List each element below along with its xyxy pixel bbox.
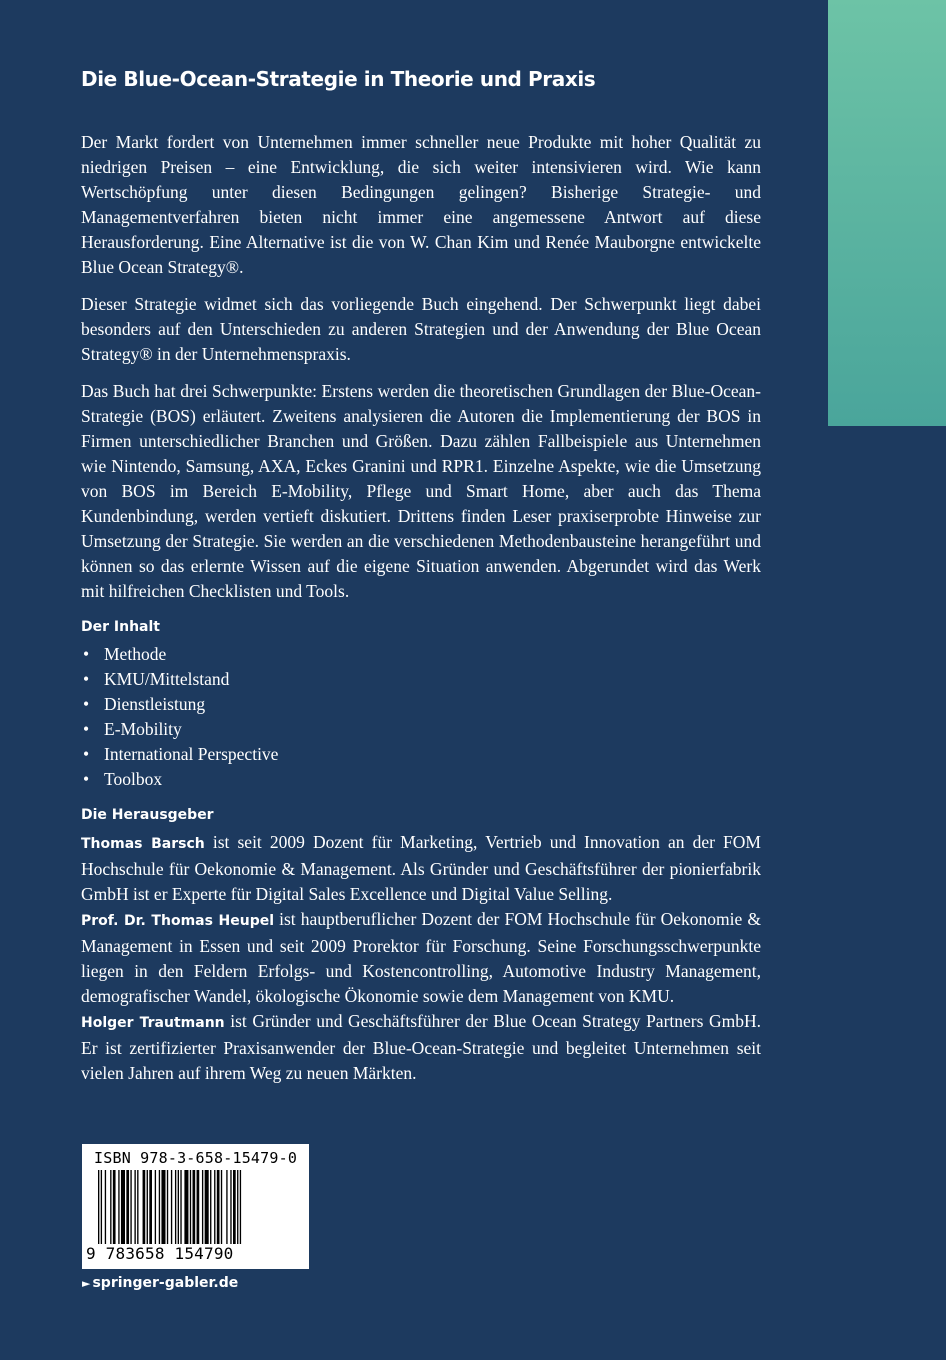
barcode-bar (230, 1170, 231, 1244)
editors-heading: Die Herausgeber (81, 807, 214, 823)
barcode-bar (126, 1170, 129, 1244)
editor-bio-barsch (81, 830, 761, 907)
barcode-bar (240, 1170, 241, 1244)
barcode-bar (190, 1170, 191, 1244)
bullet-icon: • (83, 644, 90, 664)
publisher-url: springer-gabler.de (92, 1275, 239, 1291)
barcode-bars (96, 1170, 296, 1244)
back-cover-text (81, 64, 761, 1086)
barcode-bar (155, 1170, 156, 1244)
paragraph-focus: Dieser Strategie widmet sich das vorliegende Buch eingehend. Der Schwerpunkt liegt dabei besonders auf den Unterschieden zu anderen Strategien und der Anwendung der Blue Ocean Strategy® in der Unternehmenspraxis. (81, 294, 761, 364)
barcode-bar (184, 1170, 188, 1244)
barcode-bar (210, 1170, 211, 1244)
barcode-bar (226, 1170, 227, 1244)
list-item: • E-Mobility (81, 717, 761, 742)
barcode-bar (118, 1170, 119, 1244)
barcode-bar (105, 1170, 106, 1244)
barcode-bar (175, 1170, 176, 1244)
contents-heading: Der Inhalt (81, 619, 160, 635)
barcode-bar (137, 1170, 138, 1244)
editor-text: ist seit 2009 Dozent für Marketing, Vertrieb und Innovation an der FOM Hochschule für Oekonomie & Management. Als Gründer und Geschäftsführer der pionierfabrik GmbH ist er Experte für Digital Sales Excellence und Digital Value Selling. (81, 832, 761, 904)
bullet-icon: • (83, 744, 90, 764)
bullet-icon: • (83, 669, 90, 689)
bullet-icon: • (83, 694, 90, 714)
isbn-label: ISBN 978-3-658-15479-0 (94, 1149, 298, 1167)
publisher-link[interactable] (82, 1272, 238, 1295)
barcode-bar (171, 1170, 172, 1244)
accent-bar (828, 0, 946, 426)
arrow-right-icon: ► (82, 1277, 91, 1290)
isbn-barcode (82, 1144, 309, 1269)
editor-bio-heupel (81, 907, 761, 1009)
editor-name: Prof. Dr. Thomas Heupel (81, 913, 275, 929)
list-item: • KMU/Mittelstand (81, 667, 761, 692)
list-item: • International Perspective (81, 742, 761, 767)
barcode-bar (221, 1170, 222, 1244)
barcode-bar (202, 1170, 203, 1244)
barcode-bar (130, 1170, 131, 1244)
bullet-icon: • (83, 769, 90, 789)
barcode-bar (161, 1170, 165, 1244)
barcode-bar (197, 1170, 200, 1244)
barcode-bar (121, 1170, 125, 1244)
barcode-bar (147, 1170, 148, 1244)
barcode-bar (134, 1170, 135, 1244)
barcode-bar (167, 1170, 168, 1244)
barcode-bar (98, 1170, 99, 1244)
paragraph-structure: Das Buch hat drei Schwerpunkte: Erstens werden die theoretischen Grundlagen der Blue-Ocean-Strategie (BOS) erläutert. Zweitens analysieren die Autoren die Implementierung der BOS in Firmen unterschiedlicher Branchen und Größen. Dazu zählen Fallbeispiele aus Unternehmen wie Nintendo, Samsung, AXA, Eckes Granini und RPR1. Einzelne Aspekte, wie die Umsetzung von BOS im Bereich E-Mobility, Pflege und Smart Home, aber auch das Thema Kundenbindung, werden vertieft diskutiert. Drittens finden Leser praxiserprobte Hinweise zur Umsetzung der Strategie. Sie werden an die verschiedenen Methodenbausteine herangeführt und können so das erlernte Wissen auf die eigene Situation anwenden. Abgerundet wird das Werk mit hilfreichen Checklisten und Tools. (81, 381, 761, 601)
barcode-bar (193, 1170, 196, 1244)
barcode-bar (110, 1170, 111, 1244)
editor-bio-trautmann (81, 1009, 761, 1086)
editor-text: ist hauptberuflicher Dozent der FOM Hochschule für Oekonomie & Management in Essen und seit 2009 Prorektor für Forschung. Seine Forschungsschwerpunkte liegen in den Feldern Erfolgs- und Kostencontrolling, Automotive Industry Management, demografischer Wandel, ökologische Ökonomie sowie dem Management von KMU. (81, 909, 761, 1006)
editor-name: Holger Trautmann (81, 1015, 225, 1031)
barcode-bar (159, 1170, 160, 1244)
book-title: Die Blue-Ocean-Strategie in Theorie und Praxis (81, 67, 596, 91)
barcode-bar (237, 1170, 238, 1244)
barcode-bar (233, 1170, 236, 1244)
editor-text: ist Gründer und Geschäftsführer der Blue Ocean Strategy Partners GmbH. Er ist zertifizierter Praxisanwender der Blue-Ocean-Strategie und begleitet Unternehmen seit vielen Jahren auf ihrem Weg zu neuen Märkten. (81, 1011, 762, 1083)
barcode-bar (217, 1170, 220, 1244)
barcode-bar (214, 1170, 215, 1244)
list-item: • Methode (81, 642, 761, 667)
list-item: • Toolbox (81, 767, 761, 792)
contents-list (81, 642, 761, 792)
barcode-bar (149, 1170, 152, 1244)
barcode-bar (113, 1170, 116, 1244)
barcode-bar (143, 1170, 146, 1244)
editor-name: Thomas Barsch (81, 836, 205, 852)
barcode-bar (180, 1170, 181, 1244)
barcode-digits: 9 783658 154790 (86, 1244, 234, 1263)
barcode-bar (178, 1170, 179, 1244)
paragraph-intro: Der Markt fordert von Unternehmen immer schneller neue Produkte mit hoher Qualität zu niedrigen Preisen – eine Entwicklung, die sich weiter intensivieren wird. Wie kann Wertschöpfung unter diesen Bedingungen gelingen? Bisherige Strategie- und Managementverfahren bieten nicht immer eine angemessene Antwort auf diese Herausforderung. Eine Alternative ist die von W. Chan Kim und Renée Mauborgne entwickelte Blue Ocean Strategy®. (81, 132, 761, 277)
list-item: • Dienstleistung (81, 692, 761, 717)
bullet-icon: • (83, 719, 90, 739)
barcode-bar (101, 1170, 102, 1244)
barcode-bar (205, 1170, 209, 1244)
